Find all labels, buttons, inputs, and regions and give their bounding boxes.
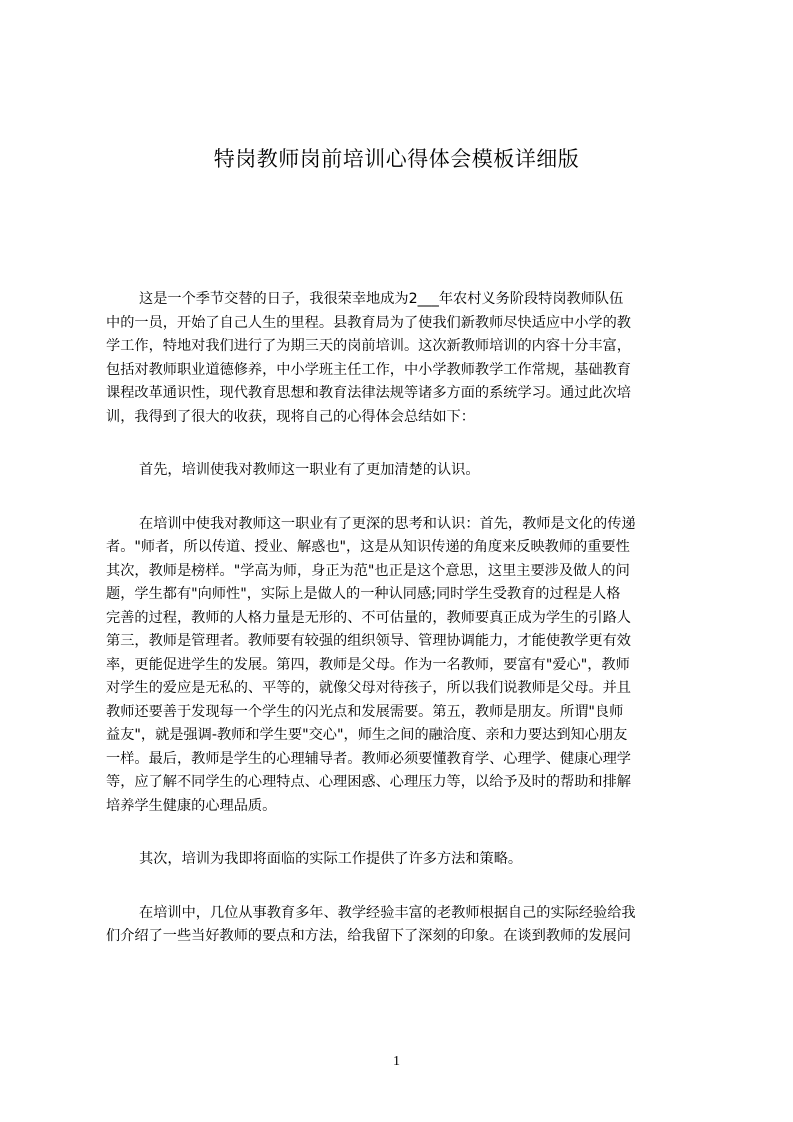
text-line: 在培训中使我对教师这一职业有了更深的思考和认识：首先，教师是文化的传递 [139,515,636,532]
paragraph-first-point [106,459,700,483]
paragraph-intro [106,288,700,429]
text-line: 这是一个季节交替的日子，我很荣幸地成为2___年农村义务阶段特岗教师队伍 [139,291,624,307]
text-line: 一样。最后，教师是学生的心理辅导者。教师必须要懂教育学、心理学、健康心理学 [106,750,631,767]
text-line: 课程改革通识性，现代教育思想和教育法律法规等诸多方面的系统学习。通过此次培 [106,385,631,401]
text-line: 其次，教师是榜样。"学高为师，身正为范"也正是这个意思，这里主要涉及做人的问 [106,562,630,579]
text-line: 在培训中，几位从事教育多年、教学经验丰富的老教师根据自己的实际经验给我 [139,904,636,921]
text-line: 中的一员，开始了自己人生的里程。县教育局为了使我们新教师尽快适应中小学的教 [106,314,631,331]
text-line: 完善的过程，教师的人格力量是无形的、不可估量的，教师要真正成为学生的引路人 [106,609,631,626]
text-line: 培养学生健康的心理品质。 [106,797,277,814]
text-line: 们介绍了一些当好教师的要点和方法，给我留下了深刻的印象。在谈到教师的发展问 [106,928,631,944]
text-line: 对学生的爱应是无私的、平等的，就像父母对待孩子，所以我们说教师是父母。并且 [106,680,631,696]
text-line: 其次，培训为我即将面临的实际工作提供了许多方法和策略。 [139,851,523,867]
document-body [106,288,700,949]
text-line: 率，更能促进学生的发展。第四，教师是父母。作为一名教师，要富有"爱心"，教师 [106,656,630,673]
text-line: 学工作，特地对我们进行了为期三天的岗前培训。这次新教师培训的内容十分丰富， [106,338,631,354]
text-line: 包括对教师职业道德修养，中小学班主任工作，中小学教师教学工作常规，基础教育 [106,361,631,378]
text-line: 训，我得到了很大的收获，现将自己的心得体会总结如下： [106,408,475,425]
paragraph-teacher-roles [106,513,700,819]
paragraph-experience [106,902,700,949]
page-number: 1 [393,1054,400,1069]
text-line: 益友"，就是强调-教师和学生要"交心"，师生之间的融洽度、亲和力要达到知心朋友 [106,727,628,743]
text-line: 等，应了解不同学生的心理特点、心理困惑、心理压力等，以给予及时的帮助和排解 [106,774,631,790]
text-line: 第三，教师是管理者。教师要有较强的组织领导、管理协调能力，才能使教学更有效 [106,633,631,649]
document-title: 特岗教师岗前培训心得体会模板详细版 [213,147,580,171]
text-line: 教师还要善于发现每一个学生的闪光点和发展需要。第五，教师是朋友。所谓"良师 [106,703,624,720]
text-line: 首先，培训使我对教师这一职业有了更加清楚的认识。 [139,462,480,478]
text-line: 题，学生都有"向师性"，实际上是做人的一种认同感;同时学生受教育的过程是人格 [106,586,621,602]
text-line: 者。"师者，所以传道、授业、解惑也"，这是从知识传递的角度来反映教师的重要性 [106,539,630,555]
paragraph-second-point [106,848,700,872]
